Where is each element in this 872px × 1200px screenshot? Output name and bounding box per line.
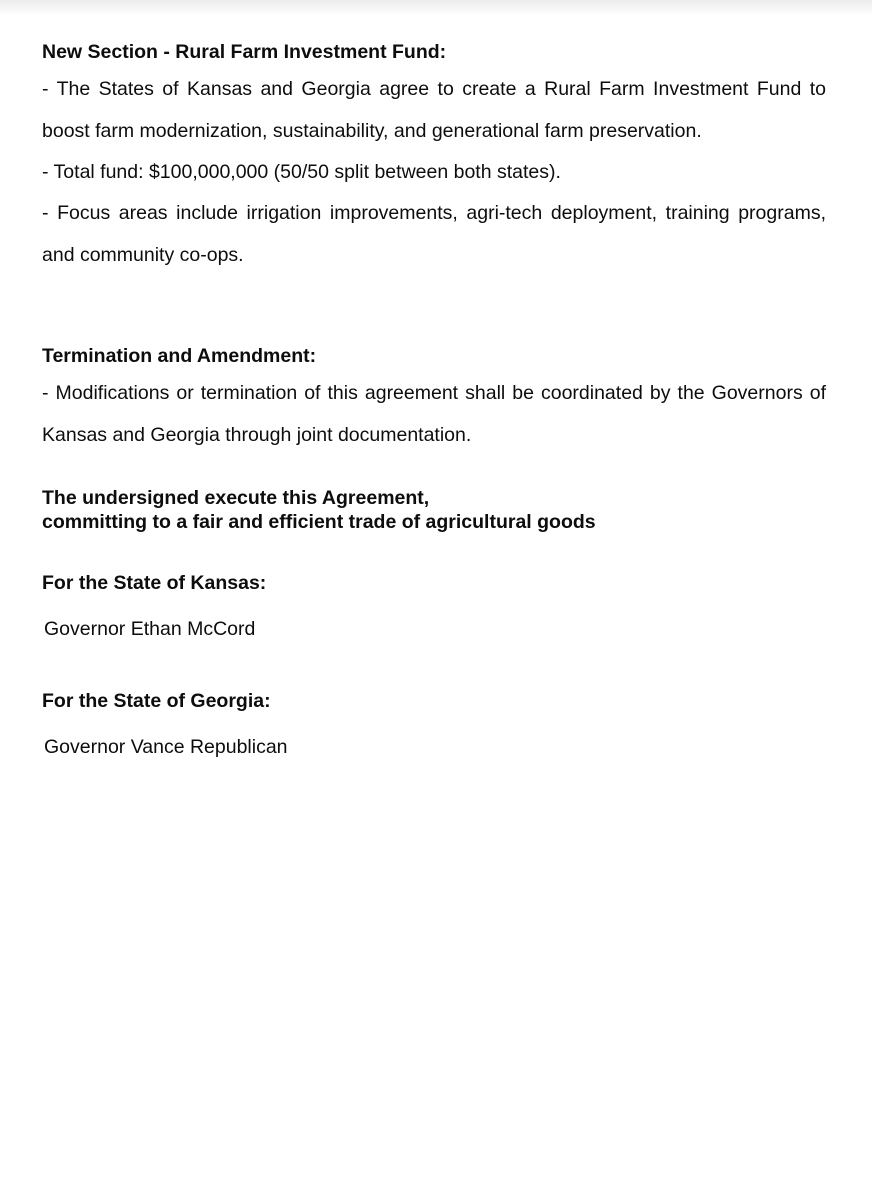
- closing-line-1: The undersigned execute this Agreement,: [42, 487, 430, 509]
- signature-kansas-heading: For the State of Kansas:: [42, 572, 267, 594]
- rural-fund-section: [42, 36, 826, 276]
- closing-line-2: committing to a fair and efficient trade of agricultural goods: [42, 511, 596, 533]
- closing-statement: [42, 486, 826, 534]
- signature-kansas-name: Governor Ethan McCord: [44, 618, 256, 640]
- rural-fund-item-focus: - Focus areas include irrigation improvements, agri-tech deployment, training programs, and community co-ops.: [42, 202, 826, 266]
- termination-section: [42, 340, 826, 456]
- termination-heading: Termination and Amendment:: [42, 345, 317, 367]
- page-top-shadow: [0, 0, 872, 16]
- signature-georgia-name: Governor Vance Republican: [44, 736, 288, 758]
- termination-item: - Modifications or termination of this agreement shall be coordinated by the Governors of Kansas and Georgia through joint documentation.: [42, 382, 826, 446]
- signature-kansas: [42, 568, 826, 644]
- rural-fund-item-total: - Total fund: $100,000,000 (50/50 split between both states).: [42, 161, 561, 183]
- rural-fund-heading: New Section - Rural Farm Investment Fund:: [42, 41, 447, 63]
- signature-georgia-heading: For the State of Georgia:: [42, 690, 271, 712]
- rural-fund-item-purpose: - The States of Kansas and Georgia agree to create a Rural Farm Investment Fund to boost farm modernization, sustainability, and generational farm preservation.: [42, 78, 826, 142]
- signature-georgia: [42, 686, 826, 762]
- agreement-document: [42, 36, 826, 762]
